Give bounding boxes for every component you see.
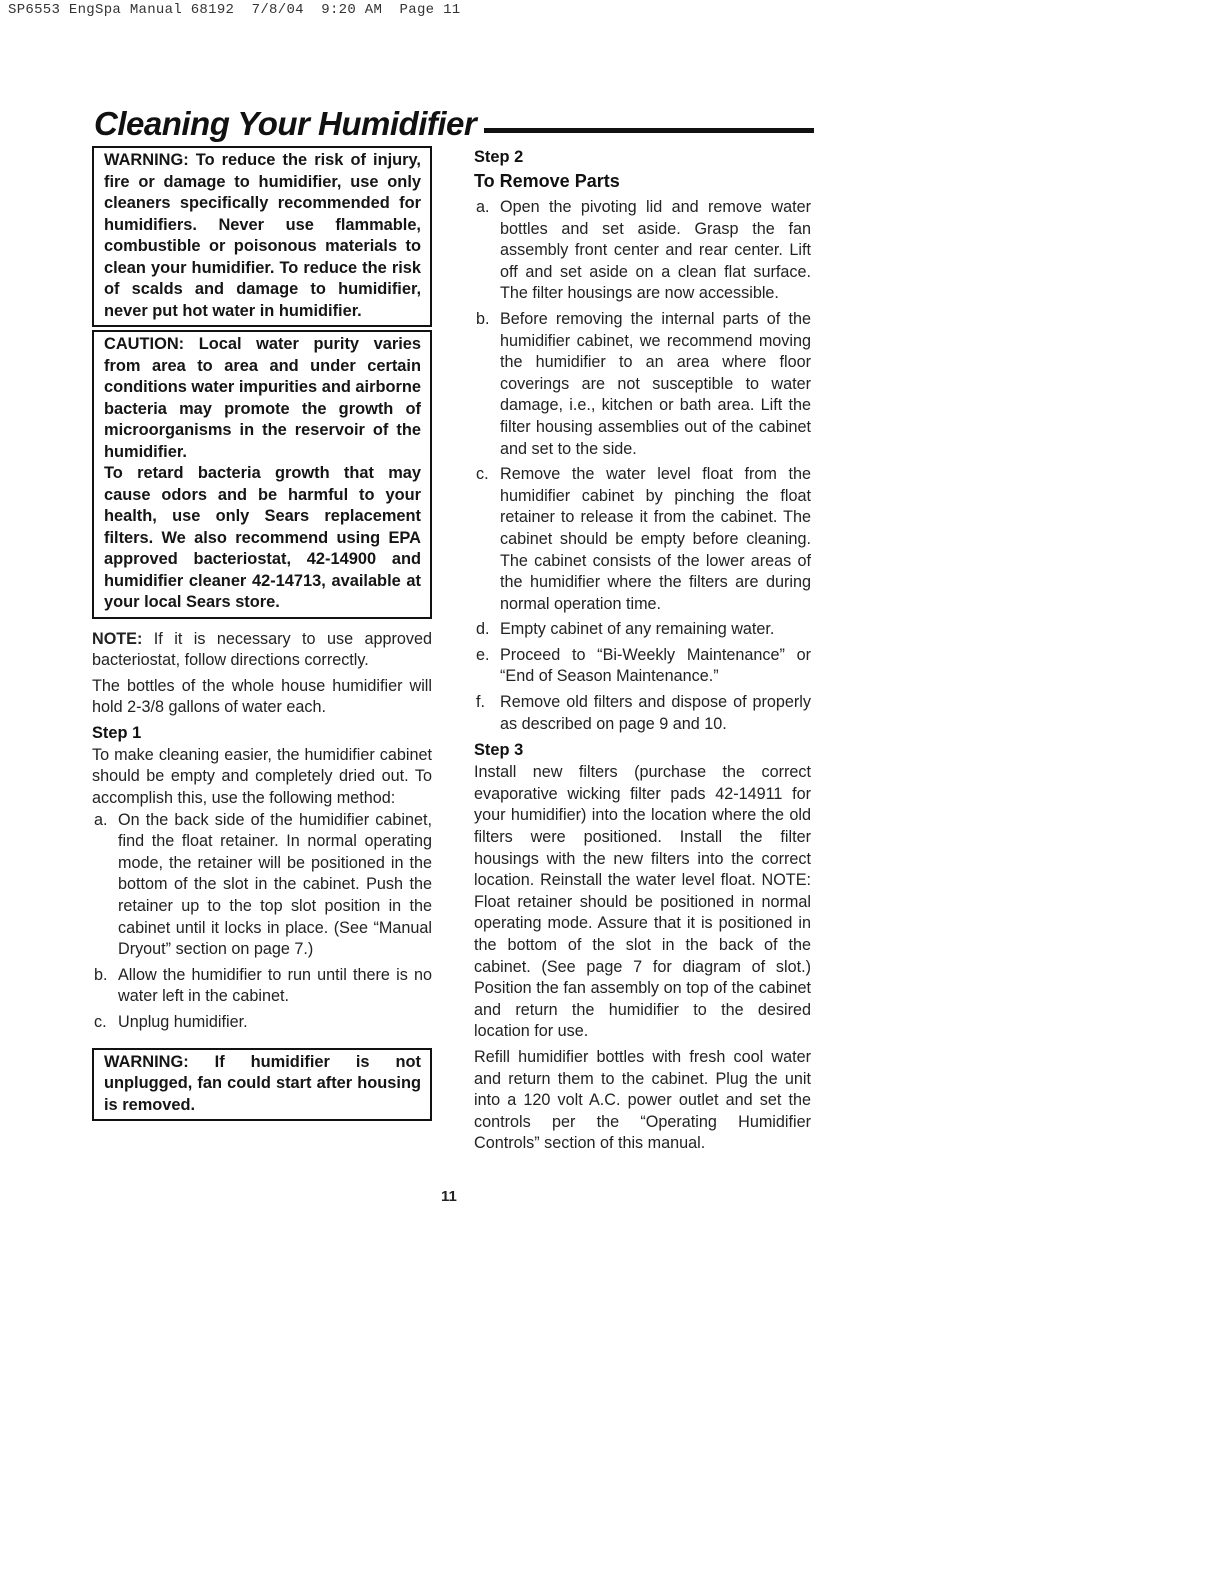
step2-heading: Step 2 (474, 148, 524, 166)
right-column (474, 146, 811, 1155)
bottles-paragraph: The bottles of the whole house humidifier will hold 2-3/8 gallons of water each. (92, 676, 432, 717)
list-item-text: Unplug humidifier. (118, 1013, 248, 1031)
step1-list (92, 810, 432, 1034)
list-item (92, 1012, 432, 1034)
list-marker: c. (94, 1013, 107, 1031)
step1-intro: To make cleaning easier, the humidifier cabinet should be empty and completely dried out. To accomplish this, use the following method: (92, 745, 432, 808)
list-marker: a. (94, 810, 108, 829)
left-column (92, 146, 432, 1124)
caution-box (92, 330, 432, 619)
list-item (474, 692, 811, 735)
list-item (474, 645, 811, 688)
list-item-text: On the back side of the humidifier cabinet, find the float retainer. In normal operating mode, the retainer will be positioned in the bottom of the slot in the cabinet. Push the retainer up to the top slot position in the cabinet until it locks in place. (See “Manual Dryout” section on page 7.) (118, 810, 432, 959)
caution-text: CAUTION: Local water purity varies from area to area and under certain conditions water impurities and airborne bacteria may promote the growth of microorganisms in the reservoir of the humidifier. (104, 335, 421, 461)
warning-box (92, 146, 432, 327)
print-header: SP6553 EngSpa Manual 68192 7/8/04 9:20 AM Page 11 (8, 2, 461, 18)
step1-heading: Step 1 (92, 723, 142, 742)
list-item (474, 464, 811, 615)
list-item (474, 197, 811, 305)
page-title: Cleaning Your Humidifier (94, 105, 477, 142)
list-item-text: Proceed to “Bi-Weekly Maintenance” or “End of Season Maintenance.” (500, 645, 811, 686)
title-row (94, 104, 814, 148)
list-marker: e. (476, 645, 490, 664)
list-item-text: Allow the humidifier to run until there is no water left in the cabinet. (118, 965, 432, 1006)
list-marker: b. (94, 965, 108, 984)
list-item-text: Before removing the internal parts of the humidifier cabinet, we recommend moving the humidifier to an area where floor coverings are not susceptible to water damage, i.e., kitchen or bath area. Lift the filter housing assemblies out of the cabinet and set to the side. (500, 309, 811, 458)
note-paragraph (92, 629, 432, 672)
list-item-text: Open the pivoting lid and remove water bottles and set aside. Grasp the fan assembly front center and rear center. Lift off and set aside on a clean flat surface. The filter housings are now accessible. (500, 198, 811, 303)
warning-unplug-text: WARNING: If humidifier is not unplugged, fan could start after housing is removed. (104, 1052, 421, 1114)
page-number: 11 (441, 1188, 457, 1205)
warning-text: WARNING: To reduce the risk of injury, fire or damage to humidifier, use only cleaners specifically recommended for humidifiers. Never use flammable, combustible or poisonous materials to clean your humidifier. To reduce the risk of scalds and damage to humidifier, never put hot water in humidifier. (104, 151, 421, 320)
list-marker: d. (476, 620, 490, 639)
list-item (92, 810, 432, 961)
note-label: NOTE: (92, 629, 143, 648)
list-item-text: Remove old filters and dispose of properly as described on page 9 and 10. (500, 693, 811, 733)
list-item-text: Empty cabinet of any remaining water. (500, 620, 775, 639)
step2-list (474, 197, 811, 735)
list-item (474, 619, 811, 641)
refill-paragraph: Refill humidifier bottles with fresh cool water and return them to the cabinet. Plug the unit into a 120 volt A.C. power outlet and set the controls per the “Operating Humidifier Controls” section of this manual. (474, 1047, 811, 1153)
step2-subheading: To Remove Parts (474, 171, 620, 191)
step3-heading: Step 3 (474, 741, 524, 760)
caution-text-2: To retard bacteria growth that may cause odors and be harmful to your health, use only Sears replacement filters. We also recommend using EPA approved bacteriostat, 42-14900 and humidifier cleaner 42-14713, available at your local Sears store. (104, 464, 421, 611)
list-marker: f. (476, 693, 485, 712)
title-rule (484, 128, 814, 133)
list-item (92, 965, 432, 1008)
note-text: If it is necessary to use approved bacteriostat, follow directions correctly. (92, 629, 433, 670)
warning-box-unplug (92, 1048, 432, 1122)
list-marker: a. (476, 198, 490, 216)
list-marker: b. (476, 309, 490, 328)
list-item-text: Remove the water level float from the humidifier cabinet by pinching the float retainer to release it from the cabinet. The cabinet should be empty before cleaning. The cabinet consists of the lower areas of the humidifier where the filters are during normal operation time. (500, 465, 811, 613)
list-marker: c. (476, 465, 489, 484)
step3-paragraph: Install new filters (purchase the correct evaporative wicking filter pads 42-14911 for your humidifier) into the location where the old filters were positioned. Install the filter housings with the new filters into the correct location. Reinstall the water level float. NOTE: Float retainer should be positioned in normal operating mode. Assure that it is positioned in the bottom of the slot in the back of the cabinet. (See page 7 for diagram of slot.) Position the fan assembly on top of the cabinet and return the humidifier to the desired location for use. (474, 763, 811, 1041)
list-item (474, 309, 811, 460)
